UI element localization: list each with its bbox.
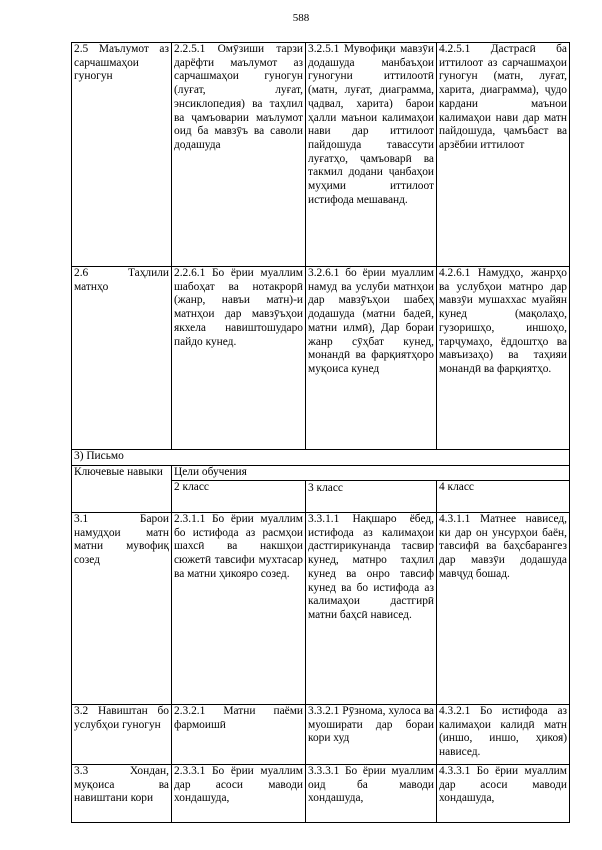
curriculum-table [71, 42, 570, 823]
grade4-goal-cell: 4.3.1.1 Матнее нависед, ки дар он унсурҳои баён, тавсифӣ ва баҳсбарангез дар мавзӯи додашуда мавҷуд бошад. [437, 513, 570, 705]
grade3-goal-cell: 3.3.2.1 Рӯзнома, хулоса ва муоширати дар бораи кори худ [306, 705, 437, 765]
grade2-goal-cell: 2.2.6.1 Бо ёрии муаллим шабоҳат ва нотакрорӣ (жанр, навъи матн)-и матнҳои дар мавзӯъҳои якхела навиштошударо пайдо кунед. [172, 267, 306, 450]
goals-header: Цели обучения [172, 466, 570, 481]
key-skill-cell: 3.1 Барои намудҳои матн матни мувофиқ созед [72, 513, 172, 705]
key-skill-cell: 2.5 Маълумот аз сарчашмаҳои гуногун [72, 43, 172, 267]
table-row [72, 513, 570, 705]
page-number: 588 [292, 12, 310, 24]
grade3-goal-cell: 3.2.5.1 Мувофиқи мавзӯи додашуда манбаъҳои гуногуни иттилоотӣ (матн, луғат, диаграмма, ҷадвал, харита) барои ҳалли маънои калимаҳои нави дар иттилоот пайдошуда тавассути луғатҳо, ҷамъоварӣ ва такмил додани ҷанбаҳои муҳими иттилоот истифода мешаванд. [306, 43, 437, 267]
grade4-goal-cell: 4.3.3.1 Бо ёрии муаллим дар асоси маводи хондашуда, [437, 765, 570, 823]
key-skills-header: Ключевые навыки [72, 466, 172, 513]
table-row [72, 765, 570, 823]
table-row [72, 705, 570, 765]
grade3-header: 3 класс [306, 481, 437, 513]
grade2-goal-cell: 2.3.1.1 Бо ёрии муаллим бо истифода аз расмҳои шахсӣ ва накшҳои сюжетӣ тавсифи мухтасар ва матни ҳикояро созед. [172, 513, 306, 705]
grade2-goal-cell: 2.2.5.1 Омӯзиши тарзи дарёфти маълумот аз сарчашмаҳои гуногун (луғат, луғат, энсиклопедия) ва таҳлил ва ҷамъоварии маълумот оид ба мавзӯъ ва саволи додашуда [172, 43, 306, 267]
grade4-goal-cell: 4.2.6.1 Намудҳо, жанрҳо ва услубҳои матнро дар мавзӯи мушаххас муайян кунед (мақолаҳо, гузоришҳо, иншоҳо, тарҷумаҳо, ёддоштҳо ва мавъизаҳо) ва таҳияи монандӣ ва фарқиятҳо. [437, 267, 570, 450]
grade4-goal-cell: 4.3.2.1 Бо истифода аз калимаҳои калидӣ матн (иншо, иншо, ҳикоя) нависед. [437, 705, 570, 765]
key-skill-cell: 3.2 Навиштан бо услубҳои гуногун [72, 705, 172, 765]
section-title: 3) Письмо [72, 450, 570, 466]
grade4-goal-cell: 4.2.5.1 Дастрасӣ ба иттилоот аз сарчашмаҳои гуногун (матн, луғат, харита, диаграмма), ҷудо кардани маънои калимаҳои нави дар матн пайдошуда, ҷамъбаст ва арзёбии иттилоот [437, 43, 570, 267]
header-row [72, 466, 570, 481]
grade3-goal-cell: 3.3.1.1 Нақшаро ёбед, истифода аз калимаҳои дастгирикунанда тасвир кунед, матнро таҳлил кунед ва онро тавсиф кунед ва бо истифода аз калимаҳои дастгирӣ матни баҳсӣ нависед. [306, 513, 437, 705]
grade2-goal-cell: 2.3.3.1 Бо ёрии муаллим дар асоси маводи хондашуда, [172, 765, 306, 823]
table-row [72, 43, 570, 267]
grade2-header: 2 класс [172, 481, 306, 513]
section-row [72, 450, 570, 466]
table-row [72, 267, 570, 450]
grade2-goal-cell: 2.3.2.1 Матни паёми фармоишӣ [172, 705, 306, 765]
grade4-header: 4 класс [437, 481, 570, 513]
grade3-goal-cell: 3.3.3.1 Бо ёрии муаллим оид ба маводи хондашуда, [306, 765, 437, 823]
key-skill-cell: 2.6 Таҳлили матнҳо [72, 267, 172, 450]
key-skill-cell: 3.3 Хондан, муқоиса ва навиштани кори [72, 765, 172, 823]
grade3-goal-cell: 3.2.6.1 бо ёрии муаллим намуд ва услуби матнҳои дар мавзӯъҳои шабеҳ додашуда (матни бадеӣ, матни илмӣ), Дар бораи жанр сӯҳбат кунед, монандӣ ва фарқиятҳоро муқоиса кунед [306, 267, 437, 450]
